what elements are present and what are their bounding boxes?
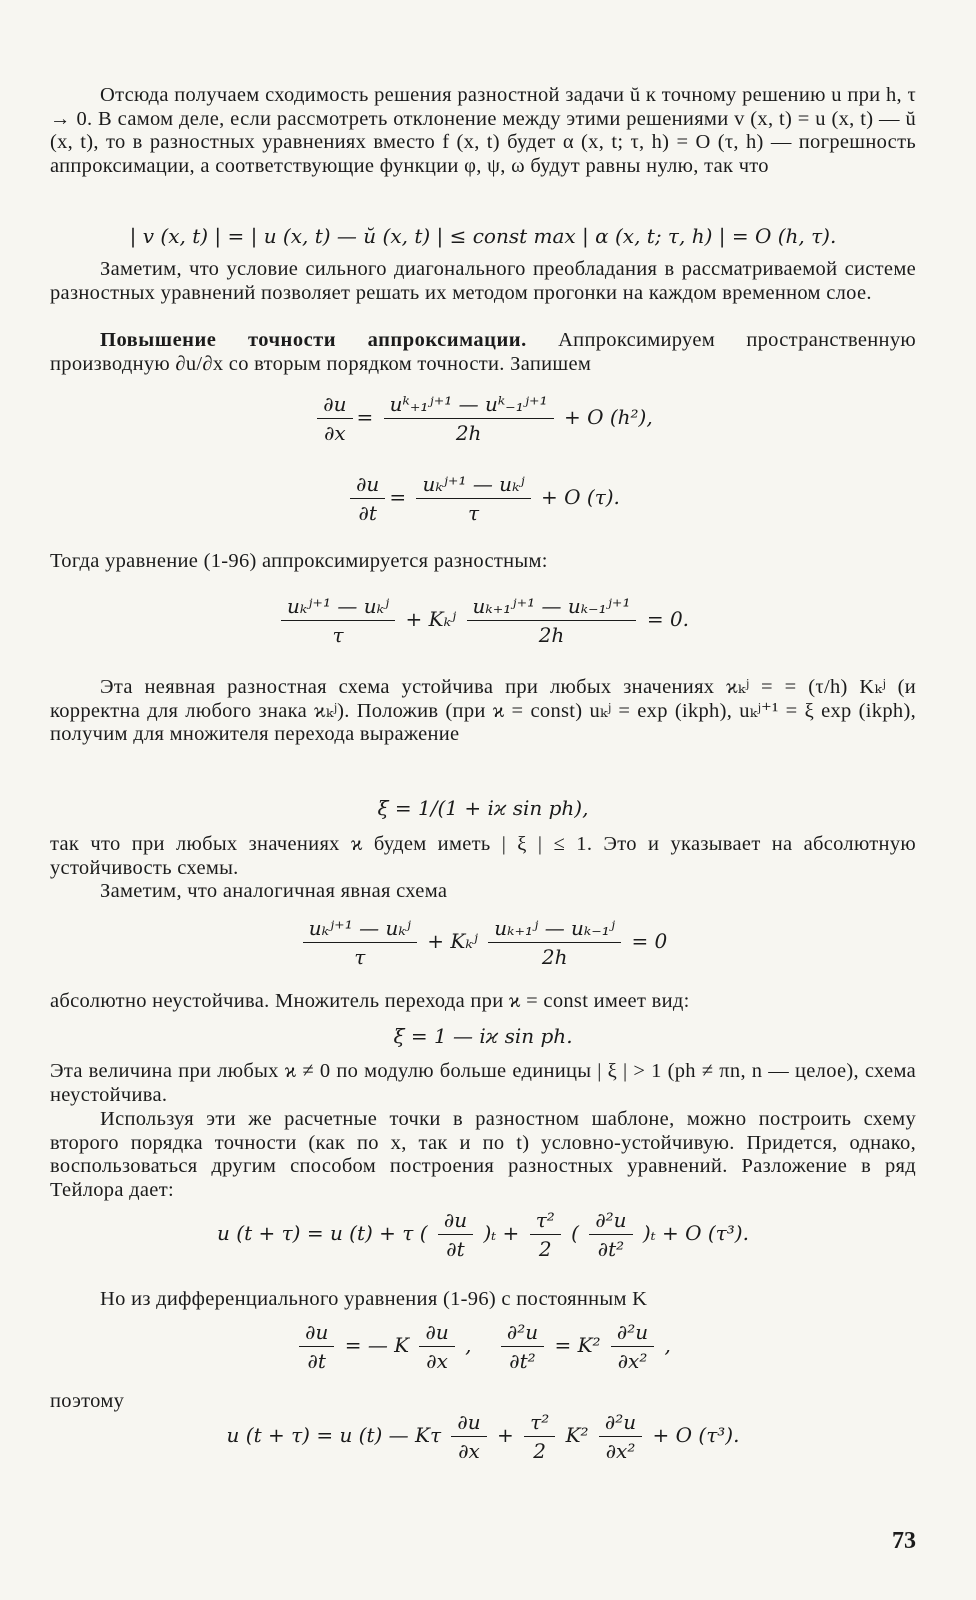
equation-taylor	[50, 1208, 916, 1261]
fraction-denominator: 2h	[384, 418, 554, 445]
fraction-numerator: ∂²u	[604, 1410, 637, 1434]
equation-part: = — K	[344, 1333, 410, 1357]
fraction-numerator: ∂²u	[595, 1208, 627, 1232]
equation-tail: )ₜ + O (τ³).	[642, 1221, 749, 1245]
fraction-denominator: τ	[416, 498, 530, 525]
equation-part: +	[497, 1423, 514, 1447]
paragraph-absolute-stability: так что при любых значениях ϰ будем иметь | ξ | ≤ 1. Это и указывает на абсолютную устойчивость схемы.	[50, 833, 916, 879]
equation-tail: = 0	[631, 929, 668, 953]
equation-error-bound: | v (x, t) | = | u (x, t) — ŭ (x, t) | ≤ const max | α (x, t; τ, h) | = O (h, τ).	[129, 224, 837, 248]
fraction-denominator: 2h	[488, 942, 621, 969]
equation-part: ,	[465, 1333, 472, 1357]
paragraph-therefore: поэтому	[50, 1390, 125, 1412]
equation-du-dx: $\frac{\partial u}{\partial x}$ = $\frac{\text{uᵏ₊₁ʲ⁺¹ — uᵏ₋₁ʲ⁺¹}}{2h}$ + O (h²),	[50, 392, 916, 445]
fraction-denominator: ∂t	[299, 1346, 334, 1373]
equation-coefficient: + Kₖʲ	[405, 607, 457, 631]
paragraph-implicit-stability: Эта неявная разностная схема устойчива при любых значениях ϰₖʲ = = (τ/h) Kₖʲ (и корректна для любого знака ϰₖʲ). Положив (при ϰ = const) uₖʲ = exp (ikph), uₖʲ⁺¹ = ξ exp (ikph), получим для множителя перехода выражение	[50, 676, 916, 745]
equation-part: u (t + τ) = u (t) + τ (	[217, 1221, 428, 1245]
fraction-numerator: ∂u	[356, 472, 380, 496]
equation-derivatives	[50, 1320, 916, 1373]
section-heading: Повышение точности аппроксимации.	[100, 329, 527, 351]
fraction-denominator: 2	[524, 1436, 555, 1463]
equation-tail: ,	[664, 1333, 671, 1357]
equation-coefficient: + Kₖʲ	[427, 929, 478, 953]
fraction-denominator: ∂t²	[501, 1346, 544, 1373]
paragraph-modulus: Эта величина при любых ϰ ≠ 0 по модулю больше единицы | ξ | > 1 (ph ≠ πn, n — целое), схема неустойчива.	[50, 1060, 916, 1106]
equation-tail: + O (h²),	[563, 405, 653, 429]
fraction-denominator: ∂x²	[599, 1436, 642, 1463]
fraction-denominator: ∂x	[451, 1436, 486, 1463]
fraction-numerator: ∂u	[425, 1320, 449, 1344]
paragraph-diagonal-dominance: Заметим, что условие сильного диагонального преобладания в рассматриваемой системе разностных уравнений позволяет решать их методом прогонки на каждом временном слое.	[50, 258, 916, 304]
fraction-numerator: uₖʲ⁺¹ — uₖʲ	[308, 916, 411, 940]
paragraph-approximation: Тогда уравнение (1-96) аппроксимируется разностным:	[50, 550, 548, 572]
fraction-numerator: uₖʲ⁺¹ — uₖʲ	[286, 594, 390, 618]
fraction-numerator: ∂u	[305, 1320, 329, 1344]
fraction-denominator: ∂t²	[589, 1234, 632, 1261]
equation-tail: + O (τ).	[541, 485, 620, 509]
paragraph-differential-equation: Но из дифференциального уравнения (1-96) с постоянным K	[100, 1288, 648, 1310]
fraction-numerator: uₖʲ⁺¹ — uₖʲ	[422, 472, 525, 496]
equation-taylor-substituted	[50, 1410, 916, 1463]
paragraph-explicit-intro: Заметим, что аналогичная явная схема	[100, 880, 448, 902]
equation-xi-implicit: ξ = 1/(1 + iϰ sin ph),	[377, 796, 589, 820]
fraction-numerator: τ²	[530, 1410, 550, 1434]
page-number: 73	[892, 1528, 916, 1554]
paragraph-second-order: Используя эти же расчетные точки в разностном шаблоне, можно построить схему второго порядка точности (как по x, так и по t) условно-устойчивую. Придется, однако, воспользоваться другим способом построения разностных уравнений. Разложение в ряд Тейлора дает:	[50, 1108, 916, 1201]
equation-part: u (t + τ) = u (t) — Kτ	[226, 1423, 442, 1447]
fraction-denominator: 2h	[467, 620, 637, 647]
equation-part: = K²	[554, 1333, 601, 1357]
fraction-numerator: uₖ₊₁ʲ — uₖ₋₁ʲ	[494, 916, 616, 940]
fraction-denominator: ∂t	[438, 1234, 473, 1261]
equation-tail: + O (τ³).	[652, 1423, 740, 1447]
fraction-denominator: τ	[281, 620, 395, 647]
fraction-numerator: ∂²u	[506, 1320, 539, 1344]
equation-du-dt: $\frac{\partial u}{\partial t}$ = $\frac{\text{uₖʲ⁺¹ — uₖʲ}}{\tau}$ + O (τ).	[50, 472, 916, 525]
equation-part: K²	[565, 1423, 589, 1447]
equation-implicit-scheme	[50, 594, 916, 647]
equation-xi-explicit: ξ = 1 — iϰ sin ph.	[393, 1024, 573, 1048]
fraction-denominator: τ	[303, 942, 417, 969]
fraction-denominator: ∂x²	[611, 1346, 654, 1373]
paragraph-accuracy-heading	[50, 329, 916, 376]
paragraph-convergence: Отсюда получаем сходимость решения разностной задачи ŭ к точному решению u при h, τ → 0. В самом деле, если рассмотреть отклонение между этими решениями v (x, t) = u (x, t) — ŭ (x, t), то в разностных уравнениях вместо f (x, t) будет α (x, t; τ, h) = O (τ, h) — погрешность аппроксимации, а соответствующие функции φ, ψ, ω будут равны нулю, так что	[50, 84, 916, 177]
fraction-numerator: uᵏ₊₁ʲ⁺¹ — uᵏ₋₁ʲ⁺¹	[389, 392, 548, 416]
fraction-denominator: 2	[530, 1234, 561, 1261]
fraction-numerator: ∂u	[323, 392, 347, 416]
fraction-numerator: τ²	[535, 1208, 555, 1232]
equation-part: )ₜ +	[483, 1221, 520, 1245]
paragraph-explicit-unstable: абсолютно неустойчива. Множитель перехода при ϰ = const имеет вид:	[50, 990, 690, 1012]
fraction-denominator: ∂x	[317, 418, 352, 445]
equation-explicit-scheme	[50, 916, 916, 969]
equation-tail: = 0.	[646, 607, 690, 631]
fraction-numerator: ∂u	[443, 1208, 468, 1232]
fraction-numerator: ∂u	[457, 1410, 481, 1434]
fraction-numerator: uₖ₊₁ʲ⁺¹ — uₖ₋₁ʲ⁺¹	[472, 594, 631, 618]
fraction-numerator: ∂²u	[616, 1320, 649, 1344]
fraction-denominator: ∂x	[419, 1346, 454, 1373]
equation-part: (	[571, 1221, 579, 1245]
paragraph-accuracy-text: Аппроксимируем пространственную производную ∂u/∂x со вторым порядком точности. Запишем	[50, 329, 916, 375]
fraction-denominator: ∂t	[350, 498, 385, 525]
